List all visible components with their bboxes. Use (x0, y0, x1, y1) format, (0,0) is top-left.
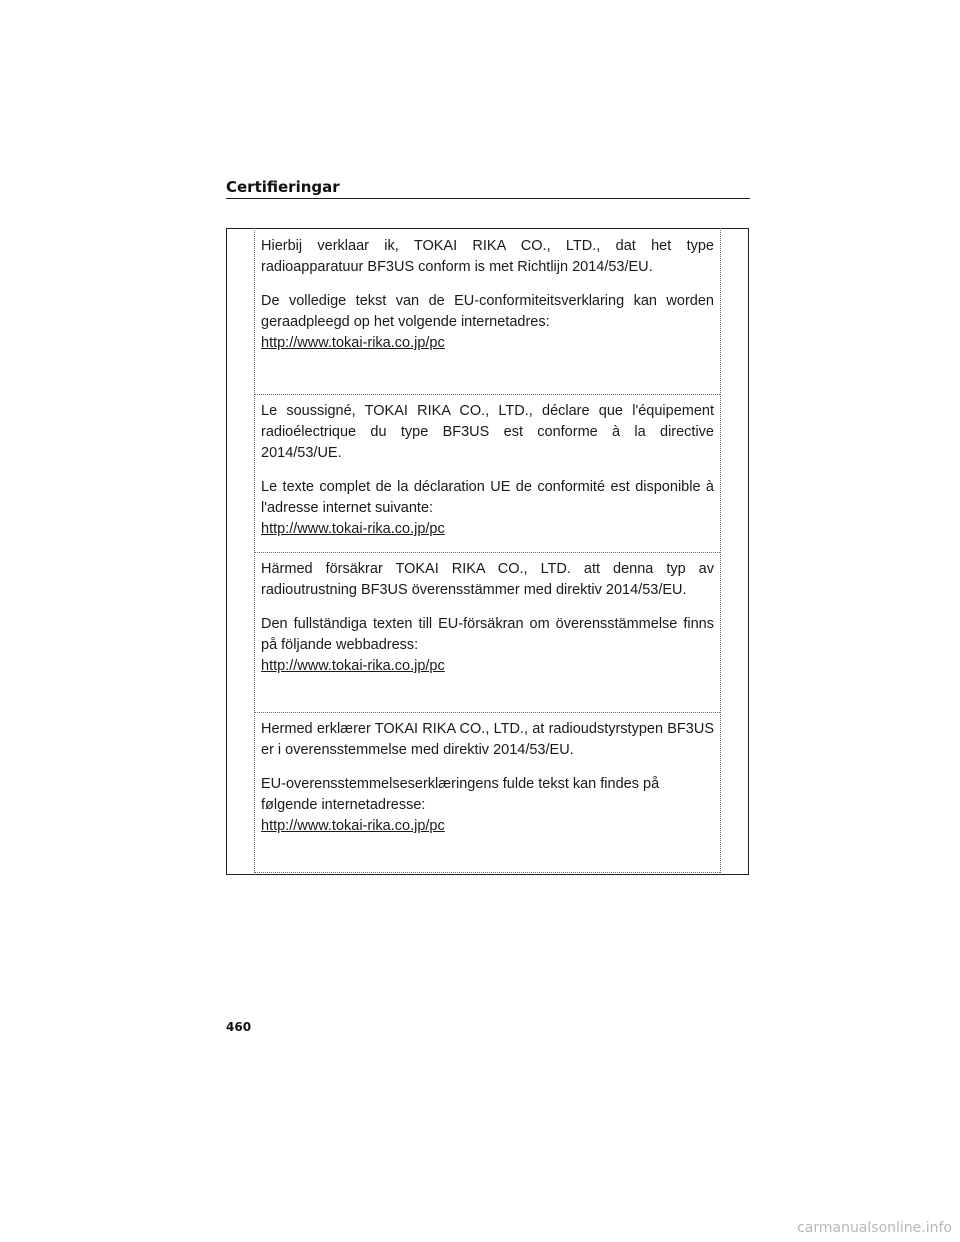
declaration-availability: De volledige tekst van de EU-conformiteitsverklaring kan worden geraadpleegd op het volgende internetadres: (261, 293, 714, 330)
watermark: carmanualsonline.info (797, 1220, 952, 1236)
declaration-statement: Hermed erklærer TOKAI RIKA CO., LTD., at radioudstyrstypen BF3US er i overensstemmelse med direktiv 2014/53/EU. (261, 721, 714, 758)
section-divider (226, 198, 750, 199)
page-number: 460 (226, 1020, 252, 1034)
declaration-url-link[interactable]: http://www.tokai-rika.co.jp/pc (261, 818, 445, 834)
declaration-url-link[interactable]: http://www.tokai-rika.co.jp/pc (261, 335, 445, 351)
declaration-danish (255, 712, 720, 873)
section-title: Certifieringar (226, 178, 340, 196)
declaration-dutch (255, 230, 720, 394)
declaration-statement: Hierbij verklaar ik, TOKAI RIKA CO., LTD., dat het type radioapparatuur BF3US conform is met Richtlijn 2014/53/EU. (261, 238, 714, 275)
declaration-statement: Le soussigné, TOKAI RIKA CO., LTD., déclare que l'équipement radioélectrique du type BF3US est conforme à la directive 2014/53/UE. (261, 403, 714, 461)
declaration-availability: EU-overensstemmelseserklæringens fulde tekst kan findes på følgende internetadresse: (261, 776, 660, 813)
declaration-swedish (255, 552, 720, 712)
declaration-french (255, 394, 720, 552)
declaration-statement: Härmed försäkrar TOKAI RIKA CO., LTD. att denna typ av radioutrustning BF3US överensstämmer med direktiv 2014/53/EU. (261, 561, 714, 598)
declaration-availability: Le texte complet de la déclaration UE de conformité est disponible à l'adresse internet suivante: (261, 479, 714, 516)
declaration-url-link[interactable]: http://www.tokai-rika.co.jp/pc (261, 521, 445, 537)
declaration-url-link[interactable]: http://www.tokai-rika.co.jp/pc (261, 658, 445, 674)
declaration-availability: Den fullständiga texten till EU-försäkran om överensstämmelse finns på följande webbadress: (261, 616, 714, 653)
